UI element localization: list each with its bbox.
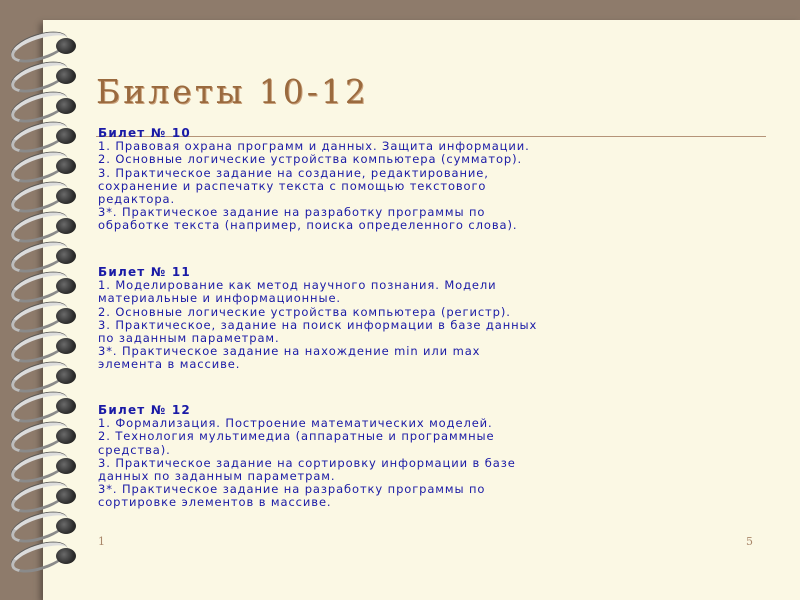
spiral-ring — [8, 213, 80, 239]
ticket-line: 1. Моделирование как метод научного познания. Модели — [98, 278, 497, 293]
footer-left-number: 1 — [98, 535, 105, 548]
ticket-line: обработке текста (например, поиска определенного слова). — [98, 218, 518, 233]
ticket-line: редактора. — [98, 192, 176, 207]
spiral-ring — [8, 453, 80, 479]
ticket-line: 3. Практическое задание на сортировку информации в базе — [98, 455, 516, 470]
spiral-ring — [8, 483, 80, 509]
ticket-line: 1. Формализация. Построение математических моделей. — [98, 416, 493, 431]
ticket-line: 2. Технология мультимедиа (аппаратные и программные — [98, 429, 495, 444]
spiral-ring — [8, 63, 80, 89]
ticket-line: 3. Практическое, задание на поиск информации в базе данных — [98, 317, 538, 332]
spiral-binding — [0, 0, 80, 600]
spiral-ring — [8, 543, 80, 569]
ticket-12 — [98, 404, 738, 510]
ticket-11 — [98, 266, 738, 372]
ticket-line: 2. Основные логические устройства компьютера (сумматор). — [98, 152, 523, 167]
ticket-line: данных по заданным параметрам. — [98, 469, 336, 484]
ticket-heading: Билет № 12 — [98, 403, 191, 417]
spiral-ring — [8, 393, 80, 419]
spiral-ring — [8, 333, 80, 359]
ticket-heading: Билет № 11 — [98, 265, 191, 279]
ticket-line: 3. Практическое задание на создание, редактирование, — [98, 165, 489, 180]
spiral-ring — [8, 363, 80, 389]
ticket-heading: Билет № 10 — [98, 126, 191, 140]
spiral-ring — [8, 93, 80, 119]
ticket-line: 3*. Практическое задание на нахождение min или max — [98, 344, 481, 359]
ticket-line: сортировке элементов в массиве. — [98, 495, 332, 510]
slide-number: 5 — [746, 535, 753, 548]
spiral-ring — [8, 243, 80, 269]
spiral-ring — [8, 513, 80, 539]
ticket-line: средства). — [98, 442, 171, 457]
slide-title: Билеты 10-12 — [96, 72, 369, 111]
ticket-line: по заданным параметрам. — [98, 331, 280, 346]
spiral-ring — [8, 153, 80, 179]
ticket-line: сохранение и распечатку текста с помощью текстового — [98, 178, 487, 193]
spiral-ring — [8, 273, 80, 299]
spiral-ring — [8, 423, 80, 449]
ticket-line: элемента в массиве. — [98, 357, 241, 372]
spiral-ring — [8, 303, 80, 329]
ticket-line: 3*. Практическое задание на разработку программы по — [98, 482, 486, 497]
spiral-ring — [8, 183, 80, 209]
spiral-ring — [8, 33, 80, 59]
ticket-line: материальные и информационные. — [98, 291, 341, 306]
ticket-line: 2. Основные логические устройства компьютера (регистр). — [98, 304, 511, 319]
ticket-line: 3*. Практическое задание на разработку программы по — [98, 205, 486, 220]
ticket-line: 1. Правовая охрана программ и данных. Защита информации. — [98, 139, 530, 154]
spiral-ring — [8, 123, 80, 149]
ticket-10 — [98, 127, 738, 233]
